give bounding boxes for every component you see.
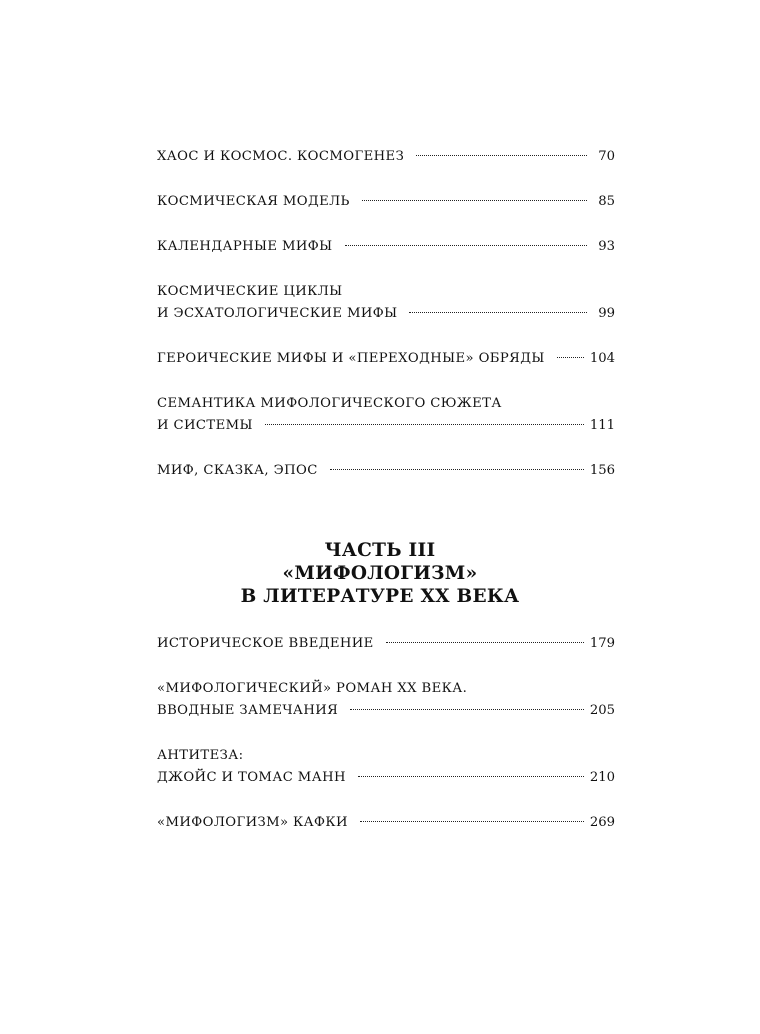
toc-entry[interactable]	[157, 236, 615, 258]
toc-entry-title-line: ХАОС И КОСМОС. КОСМОГЕНЕЗ	[157, 149, 405, 164]
dot-leader	[360, 821, 584, 822]
toc-entry[interactable]	[157, 812, 615, 834]
toc-entry-last-line	[157, 348, 615, 370]
toc-entry-last-line	[157, 191, 615, 213]
toc-page-number: 269	[589, 815, 615, 830]
toc-entry-title-line: СЕМАНТИКА МИФОЛОГИЧЕСКОГО СЮЖЕТА	[157, 396, 502, 411]
dot-leader	[265, 424, 584, 425]
dot-leader	[557, 357, 584, 358]
dot-leader	[409, 312, 587, 313]
toc-entry[interactable]	[157, 745, 615, 789]
part-heading-line-1: ЧАСТЬ III	[324, 540, 436, 561]
toc-entry-title-line: ВВОДНЫЕ ЗАМЕЧАНИЯ	[157, 703, 339, 718]
dot-leader	[362, 200, 587, 201]
dot-leader	[416, 155, 587, 156]
toc-entry[interactable]	[157, 348, 615, 370]
toc-page-number: 85	[598, 194, 615, 209]
toc-page-number: 205	[589, 703, 615, 718]
toc-entry-title-line: ИСТОРИЧЕСКОЕ ВВЕДЕНИЕ	[157, 636, 374, 651]
toc-entry-last-line	[157, 415, 615, 437]
toc-entry-title-line: МИФ, СКАЗКА, ЭПОС	[157, 463, 318, 478]
toc-entry-title-line: КАЛЕНДАРНЫЕ МИФЫ	[157, 239, 333, 254]
toc-entry-title-line: «МИФОЛОГИЗМ» КАФКИ	[157, 815, 348, 830]
dot-leader	[350, 709, 584, 710]
toc-entry-title-line: «МИФОЛОГИЧЕСКИЙ» РОМАН XX ВЕКА.	[157, 681, 468, 696]
toc-entry-title-line: КОСМИЧЕСКАЯ МОДЕЛЬ	[157, 194, 350, 209]
toc-entry-last-line	[157, 700, 615, 722]
toc-entry-last-line	[157, 460, 615, 482]
toc-entry-last-line	[157, 236, 615, 258]
toc-page-number: 111	[589, 418, 615, 433]
toc-entry[interactable]	[157, 146, 615, 168]
toc-page-number: 99	[598, 306, 615, 321]
toc-entry-title-line: КОСМИЧЕСКИЕ ЦИКЛЫ	[157, 284, 343, 299]
toc-entry[interactable]	[157, 633, 615, 655]
toc-entry[interactable]	[157, 460, 615, 482]
toc-page-number: 156	[589, 463, 615, 478]
part-heading	[0, 539, 760, 608]
toc-entry-title-line: ГЕРОИЧЕСКИЕ МИФЫ И «ПЕРЕХОДНЫЕ» ОБРЯДЫ	[157, 351, 545, 366]
toc-entry-last-line	[157, 767, 615, 789]
dot-leader	[330, 469, 584, 470]
toc-page-number: 70	[598, 149, 615, 164]
part-heading-line-2: «МИФОЛОГИЗМ»	[282, 563, 478, 584]
toc-entry[interactable]	[157, 281, 615, 325]
toc-entry-last-line	[157, 146, 615, 168]
toc-entry[interactable]	[157, 191, 615, 213]
toc-entry[interactable]	[157, 393, 615, 437]
dot-leader	[358, 776, 584, 777]
toc-entry-title-line: АНТИТЕЗА:	[157, 748, 244, 763]
toc-entry-last-line	[157, 812, 615, 834]
toc-page-number: 104	[589, 351, 615, 366]
toc-list-part-3	[157, 633, 615, 857]
toc-page-number: 210	[589, 770, 615, 785]
toc-entry-title-line: ДЖОЙС И ТОМАС МАНН	[157, 770, 346, 785]
toc-page-number: 179	[589, 636, 615, 651]
toc-page-number: 93	[598, 239, 615, 254]
dot-leader	[386, 642, 584, 643]
toc-entry-title-line: И ЭСХАТОЛОГИЧЕСКИЕ МИФЫ	[157, 306, 398, 321]
part-heading-line-3: В ЛИТЕРАТУРЕ XX ВЕКА	[240, 586, 520, 607]
toc-entry-title-line: И СИСТЕМЫ	[157, 418, 253, 433]
toc-entry-last-line	[157, 633, 615, 655]
toc-entry[interactable]	[157, 678, 615, 722]
toc-entry-last-line	[157, 303, 615, 325]
toc-list-part-2	[157, 146, 615, 505]
dot-leader	[345, 245, 587, 246]
